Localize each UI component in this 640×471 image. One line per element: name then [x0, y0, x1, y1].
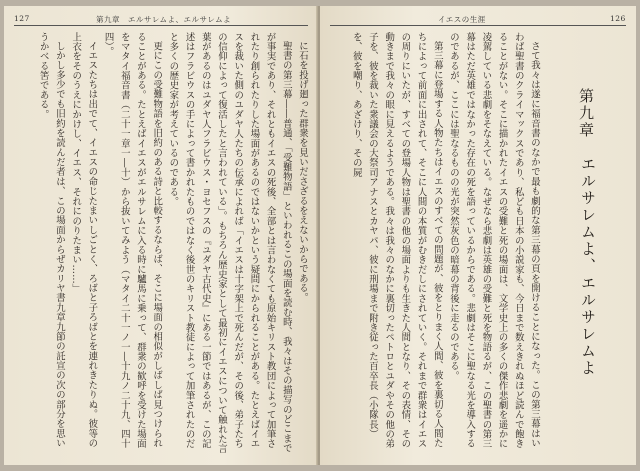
paragraph: しかし多少でも旧約を読んだ者は、この場面からぜカリヤ書九章九節の託宣の次の部分を思いうかべる筈である。: [37, 32, 65, 449]
paragraph: 更にこの受難物語を旧約のある詩と比較するならば、そこに場面の相似がしばしば見つけられることがある。たとえばイエスがエルサレムに入る時に驢馬に乗って、群衆の歓呼を受けた場面をマタイ福音書（二十一章一―十）から抜いてみよう（マタイ二十一ノ一―十九ノ二十九、四十四）。: [102, 32, 163, 449]
paragraph: さて我々は遂に福音書のなかで最も劇的な第三幕の頁を開けることになった。この第三幕はいわば聖書のクライマックスであり、私ども日本の小説家も、今日まで数えきれぬほど読んで飽きることがない。そこに描かれたイエスの受難と死の場面は、文学史上の多くの傑作悲劇を遥かに凌駕している悲劇をそなえている。なぜなら悲劇は英雄の受難と死を物語るが、この聖書の第三幕はただ英雄ではなかった存在の死を語っているからである。悲劇はそこに聖なる光を導入するのであるが、ここには聖なるものの光が突然灰色の暗幕の背後に走るのである。: [447, 32, 540, 449]
paragraph: イエスたちは出でて、イエスの命じたまいしごとく、ろばと子ろばとを連れきたりぬ。彼等の上衣をそのうえにかけし、イエス、それにのりたまい……」: [70, 32, 98, 449]
right-body-text: [330, 32, 542, 457]
paragraph: 聖書の第三幕――普通、「受難物語」といわれるこの場面を読む時、我々はその描写のどこまでが事実であり、それともイエスの死後、全部とは言わなくても原始キリスト教団によって加筆されたり創られたりした場面があるのではないかという疑問にかられることがある。たとえばイエスを裁いた側のユダヤ人たちの伝承によれば「イエスは十字架上で死んだが、その後、弟子たちの信仰によって復活したと言われている」。もちろん歴史家として最初にイエスについて触れた言葉があるのはユダヤ人フラビウス・ヨセフスの『ユダヤ古代史』にある一節ではあるが、この記述はフラビウスの手によって書かれたものではなく後世のキリスト教徒によって加筆されたのだと多くの歴史家が考えているのである。: [167, 32, 292, 454]
chapter-number: 第九章: [577, 88, 595, 139]
right-page: [320, 6, 636, 465]
chapter-heading: [562, 88, 597, 139]
left-page: [4, 6, 318, 465]
page-number: 126: [610, 14, 626, 23]
header-rule: [330, 25, 626, 26]
chapter-title: エルサレムよ、エルサレムよ: [579, 156, 597, 377]
header-rule: [14, 25, 308, 26]
running-head: イエスの生涯: [438, 15, 486, 24]
running-head: 第九章 エルサレムよ、エルサレムよ: [96, 15, 232, 24]
page-number: 127: [14, 14, 30, 23]
left-body-text: [14, 32, 310, 457]
paragraph: に石を投げ廻った群衆を見いださざるをえないからである。: [297, 41, 308, 304]
paragraph: 第三幕に登場する人物たちはイエスのすべての問題が、彼をとりまく人間、彼を裏切る人間たちによって前面に出されて、そこに人間の本質がむきだしにされていく。それまで群衆はイエスの周りにいたが、すべての登場人物は聖書の他の場面よりも生きた人間となり、その表情、その動きまで我々の眼に見えるようである。我々は我々のなかに裏切ったペトロとユダやその他の弟子を、彼を裁いた衆議会の大祭司アナスとカヤパ、彼に刑場まで附き従った百卒長（小隊長）を、彼を嘲り、あざけり、その屍: [350, 32, 443, 449]
